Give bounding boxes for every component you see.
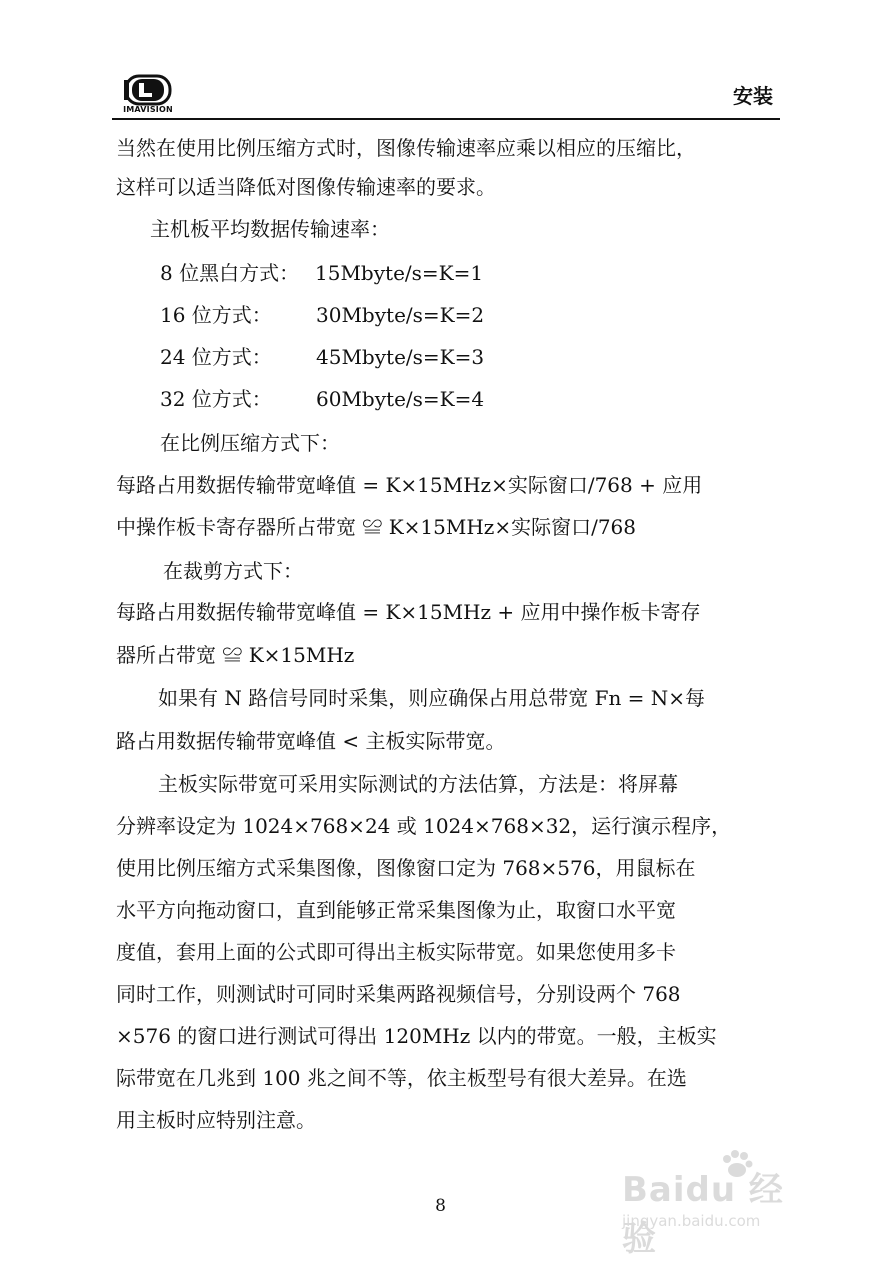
paragraph-line: 分辨率设定为 1024×768×24 或 1024×768×32，运行演示程序， (116, 814, 732, 838)
rate-value: 45Mbyte/s=K=3 (316, 345, 485, 369)
rate-value: 15Mbyte/s=K=1 (315, 261, 484, 285)
rate-value: 30Mbyte/s=K=2 (316, 303, 485, 327)
baidu-watermark (622, 1150, 812, 1259)
watermark-url: jingyan.baidu.com (622, 1212, 761, 1230)
rate-row (160, 300, 484, 330)
paragraph-line: 如果有 N 路信号同时采集，则应确保占用总带宽 Fn = N×每 (158, 686, 706, 710)
paragraph-line: 每路占用数据传输带宽峰值 = K×15MHz×实际窗口/768 + 应用 (116, 473, 703, 497)
paragraph-line: 中操作板卡寄存器所占带宽 ≌ K×15MHz×实际窗口/768 (116, 515, 636, 539)
rates-heading: 主机板平均数据传输速率： (150, 217, 390, 241)
paragraph-line: 水平方向拖动窗口，直到能够正常采集图像为止，取窗口水平宽 (116, 898, 676, 922)
paragraph-line: 度值，套用上面的公式即可得出主板实际带宽。如果您使用多卡 (116, 940, 676, 964)
paragraph-line: ×576 的窗口进行测试可得出 120MHz 以内的带宽。一般，主板实 (116, 1024, 717, 1048)
paragraph-line: 这样可以适当降低对图像传输速率的要求。 (116, 175, 496, 199)
paragraph-line: 际带宽在几兆到 100 兆之间不等，依主板型号有很大差异。在选 (116, 1066, 687, 1090)
rate-row (160, 258, 483, 288)
watermark-brand: Baidu 经验 (622, 1170, 784, 1259)
paragraph-line: 每路占用数据传输带宽峰值 = K×15MHz + 应用中操作板卡寄存 (116, 600, 701, 624)
company-logo (112, 74, 184, 118)
paragraph-line: 同时工作，则测试时可同时采集两路视频信号，分别设两个 768 (116, 982, 681, 1006)
paragraph-line: 主板实际带宽可采用实际测试的方法估算，方法是：将屏幕 (158, 772, 678, 796)
paragraph-line: 使用比例压缩方式采集图像，图像窗口定为 768×576，用鼠标在 (116, 856, 696, 880)
paragraph-line: 用主板时应特别注意。 (116, 1108, 316, 1132)
page-number: 8 (435, 1196, 446, 1216)
rate-mode: 16 位方式： (160, 303, 272, 327)
rate-row (160, 342, 484, 372)
rate-mode: 24 位方式： (160, 345, 272, 369)
logo-mark-icon (112, 74, 184, 106)
paragraph-line: 路占用数据传输带宽峰值 < 主板实际带宽。 (116, 729, 506, 753)
rate-mode: 8 位黑白方式： (160, 261, 300, 285)
paragraph-line: 在比例压缩方式下： (160, 431, 340, 455)
section-title: 安装 (733, 84, 773, 108)
paragraph-line: 当然在使用比例压缩方式时，图像传输速率应乘以相应的压缩比， (116, 136, 696, 160)
header-divider (112, 118, 780, 120)
paragraph-line: 器所占带宽 ≌ K×15MHz (116, 643, 355, 667)
rate-row (160, 384, 484, 414)
paragraph-line: 在裁剪方式下： (163, 559, 303, 583)
rate-value: 60Mbyte/s=K=4 (316, 387, 485, 411)
logo-wordmark: IMAVISION (123, 105, 173, 114)
rate-mode: 32 位方式： (160, 387, 272, 411)
